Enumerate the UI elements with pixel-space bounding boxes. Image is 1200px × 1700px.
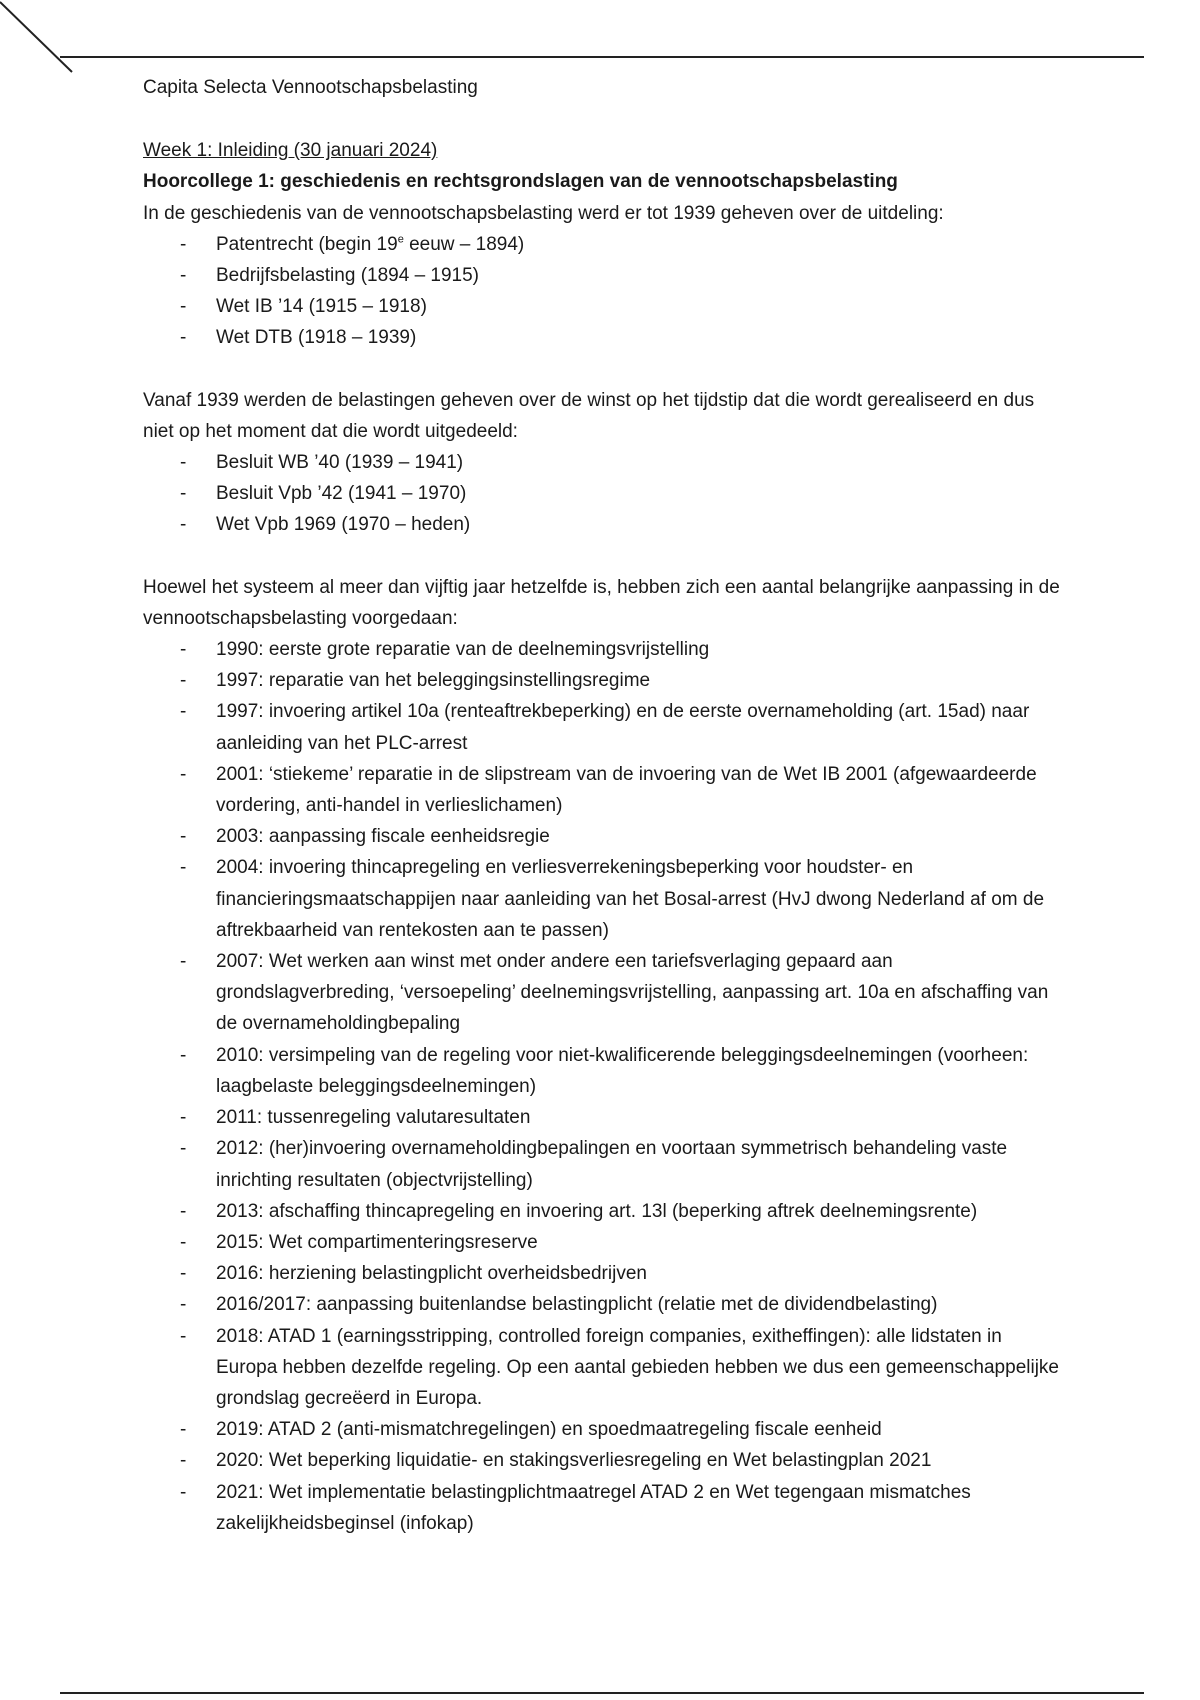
item-text: 2003: aanpassing fiscale eenheidsregie [216,826,550,848]
list-dash: - [180,514,187,536]
week-title: Week 1: Inleiding (30 januari 2024) [143,140,438,162]
list-item [143,229,1063,260]
item-text: 2004: invoering thincapregeling en verliesverrekeningsbeperking voor houdster- en financieringsmaatschappijen naar aanleiding van het Bosal-arrest (HvJ dwong Nederland af om de aftrekbaarheid van rentekosten aan te passen) [216,857,1045,941]
item-text: 1997: reparatie van het beleggingsinstellingsregime [216,670,651,692]
item-text: 1990: eerste grote reparatie van de deelnemingsvrijstelling [216,639,710,661]
list-item [143,1289,1063,1320]
item-text: 2019: ATAD 2 (anti-mismatchregelingen) en spoedmaatregeling fiscale eenheid [216,1419,882,1441]
item-text: 2020: Wet beperking liquidatie- en stakingsverliesregeling en Wet belastingplan 2021 [216,1450,932,1472]
item-text: Wet Vpb 1969 (1970 – heden) [216,514,471,536]
list-dash: - [180,233,187,255]
list-dash: - [180,951,187,973]
list-item [143,1040,1063,1102]
item-text: 2021: Wet implementatie belastingplichtmaatregel ATAD 2 en Wet tegengaan mismatches zakelijkheidsbeginsel (infokap) [216,1481,971,1534]
list-dash: - [180,327,187,349]
item-text: Patentrecht (begin 19e eeuw – 1894) [216,233,525,255]
section1-intro: In de geschiedenis van de vennootschapsbelasting werd er tot 1939 geheven over de uitdeling: [143,202,944,224]
list-item [143,478,1063,509]
corner-diagonal-line [0,0,90,90]
list-dash: - [180,1200,187,1222]
list-item [143,852,1063,946]
list-dash: - [180,1450,187,1472]
item-text: Besluit WB ’40 (1939 – 1941) [216,452,464,474]
list-item [143,260,1063,291]
list-item [143,509,1063,540]
item-text: 2011: tussenregeling valutaresultaten [216,1107,531,1129]
spacer [143,354,1063,385]
item-text: 2001: ‘stiekeme’ reparatie in de slipstream van de invoering van de Wet IB 2001 (afgewaardeerde vordering, anti-handel in verlieslichamen) [216,763,1037,817]
list-item [143,1196,1063,1227]
list-dash: - [180,701,187,723]
item-text: 2015: Wet compartimenteringsreserve [216,1231,538,1253]
spacer [143,541,1063,572]
list-item [143,1102,1063,1133]
list-dash: - [180,296,187,318]
section2-intro: Vanaf 1939 werden de belastingen geheven over de winst op het tijdstip dat die wordt gerealiseerd en dus niet op het moment dat die wordt uitgedeeld: [143,389,1035,442]
list-dash: - [180,857,187,879]
list-dash: - [180,1419,187,1441]
list-dash: - [180,1325,187,1347]
section2-list [143,447,1063,541]
item-text: 2010: versimpeling van de regeling voor niet-kwalificerende beleggingsdeelnemingen (voorheen: laagbelaste beleggingsdeelnemingen) [216,1044,1029,1097]
list-item [143,447,1063,478]
list-item [143,821,1063,852]
list-dash: - [180,639,187,661]
section1-list [143,229,1063,354]
list-item [143,1258,1063,1289]
list-item [143,291,1063,322]
section3-list [143,634,1063,1539]
item-text: 2016/2017: aanpassing buitenlandse belastingplicht (relatie met de dividendbelasting) [216,1294,938,1316]
list-dash: - [180,763,187,785]
list-dash: - [180,1481,187,1503]
list-item [143,634,1063,665]
list-dash: - [180,826,187,848]
section3-intro: Hoewel het systeem al meer dan vijftig jaar hetzelfde is, hebben zich een aantal belangrijke aanpassing in de vennootschapsbelasting voorgedaan: [143,576,1060,629]
list-dash: - [180,265,187,287]
running-header: Capita Selecta Vennootschapsbelasting [143,77,478,98]
item-text: Wet DTB (1918 – 1939) [216,327,417,349]
item-text: 2012: (her)invoering overnameholdingbepalingen en voortaan symmetrisch behandeling vaste inrichting resultaten (objectvrijstelling) [216,1138,1008,1191]
item-text: Bedrijfsbelasting (1894 – 1915) [216,265,480,287]
item-text: 1997: invoering artikel 10a (renteaftrekbeperking) en de eerste overnameholding (art. 15ad) naar aanleiding van het PLC-arrest [216,701,1030,754]
footer-rule [60,1692,1144,1694]
item-text: 2016: herziening belastingplicht overheidsbedrijven [216,1263,647,1285]
list-dash: - [180,1263,187,1285]
list-item [143,1321,1063,1415]
list-dash: - [180,452,187,474]
list-dash: - [180,1231,187,1253]
list-dash: - [180,1294,187,1316]
list-dash: - [180,1107,187,1129]
item-text: 2007: Wet werken aan winst met onder andere een tariefsverlaging gepaard aan grondslagverbreding, ‘versoepeling’ deelnemingsvrijstelling, aanpassing art. 10a en afschaffing van de overnameholdingbepaling [216,951,1049,1035]
header-rule [60,56,1144,58]
list-dash: - [180,1044,187,1066]
document-page [143,72,1063,1539]
item-text: Besluit Vpb ’42 (1941 – 1970) [216,483,467,505]
list-item [143,665,1063,696]
list-item [143,1445,1063,1476]
list-item [143,696,1063,758]
list-item [143,759,1063,821]
list-item [143,1414,1063,1445]
list-dash: - [180,1138,187,1160]
list-dash: - [180,670,187,692]
lecture-title: Hoorcollege 1: geschiedenis en rechtsgrondslagen van de vennootschapsbelasting [143,171,898,193]
list-item [143,322,1063,353]
list-item [143,946,1063,1040]
list-item [143,1227,1063,1258]
list-item [143,1477,1063,1539]
list-dash: - [180,483,187,505]
item-text: Wet IB ’14 (1915 – 1918) [216,296,427,318]
item-text: 2018: ATAD 1 (earningsstripping, controlled foreign companies, exitheffingen): alle lidstaten in Europa hebben dezelfde regeling. Op een aantal gebieden hebben we dus een gemeenschappelijke grondslag gecreëerd in Europa. [216,1325,1059,1409]
item-text: 2013: afschaffing thincapregeling en invoering art. 13l (beperking aftrek deelnemingsrente) [216,1200,978,1222]
list-item [143,1133,1063,1195]
